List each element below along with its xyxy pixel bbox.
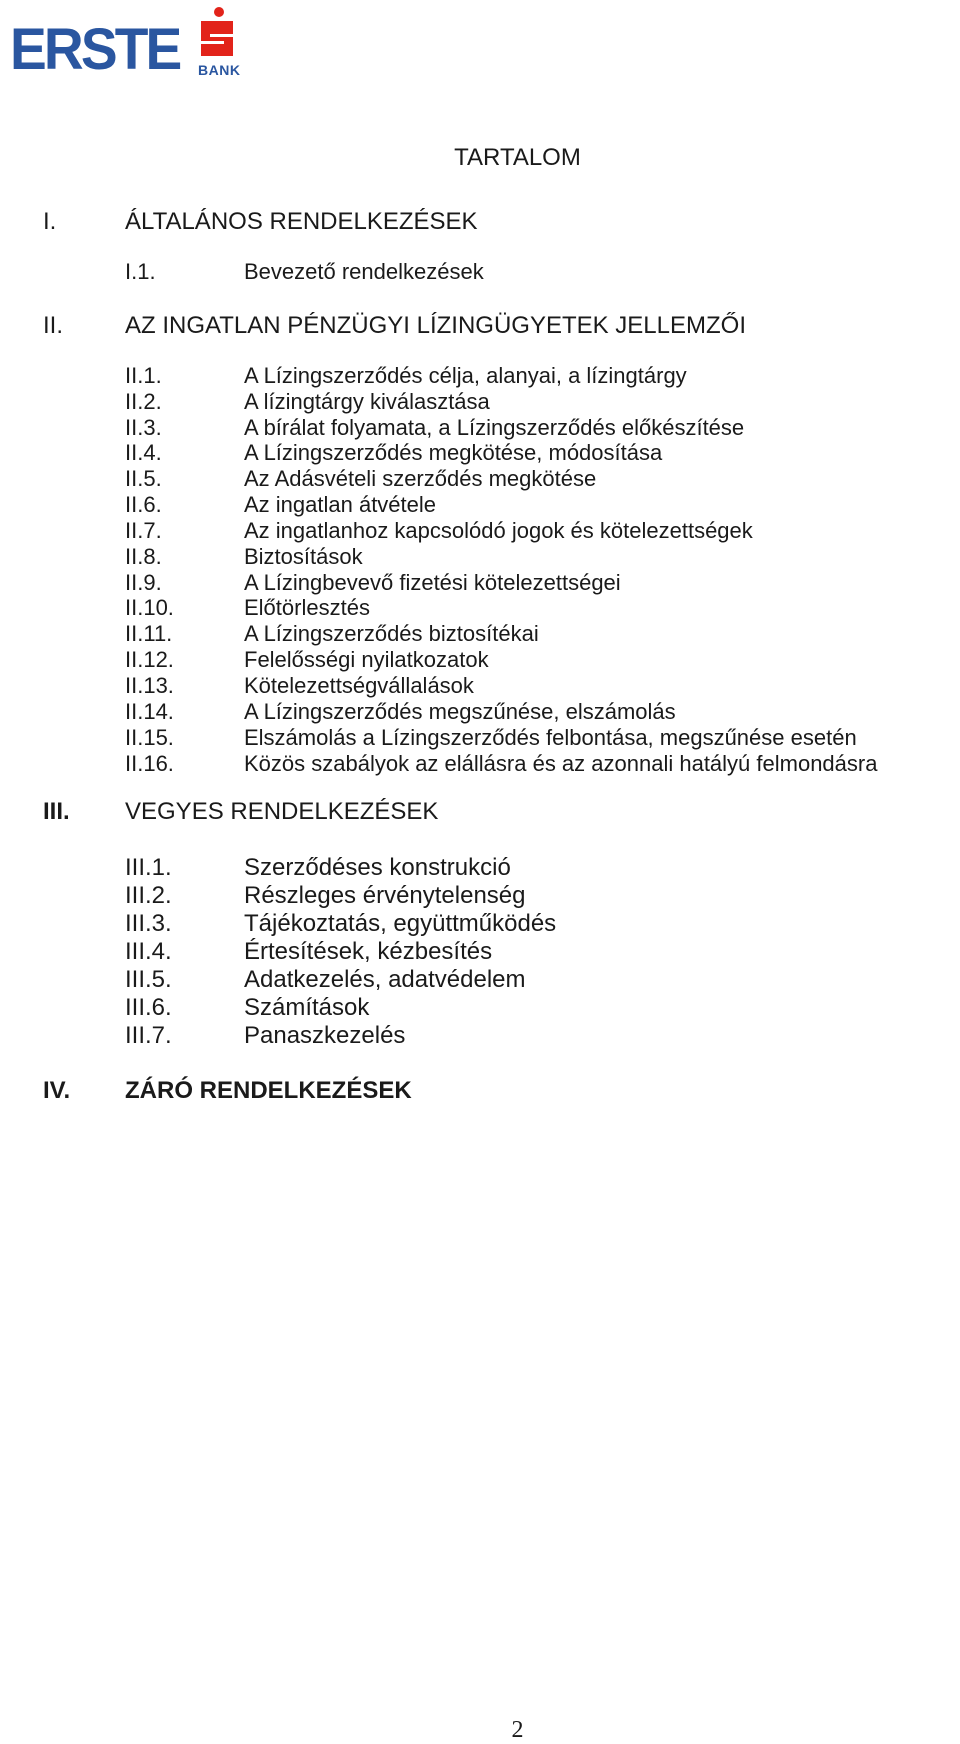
toc-item [0, 910, 960, 938]
item-number: III.5. [125, 966, 172, 993]
section-title: AZ INGATLAN PÉNZÜGYI LÍZINGÜGYETEK JELLEMZŐI [125, 312, 746, 339]
item-title: A Lízingszerződés biztosítékai [244, 621, 539, 646]
toc-item [0, 882, 960, 910]
toc-item [0, 388, 960, 416]
item-title: Felelősségi nyilatkozatok [244, 647, 489, 672]
item-number: II.4. [125, 440, 162, 465]
toc-item [0, 750, 960, 778]
toc-item [0, 414, 960, 442]
toc-item [0, 698, 960, 726]
item-number: II.11. [125, 621, 173, 646]
item-number: III.2. [125, 882, 172, 909]
toc-section [0, 796, 960, 828]
section-number: III. [43, 798, 70, 825]
logo-wordmark: ERSTE [10, 17, 180, 82]
item-number: III.1. [125, 854, 172, 881]
item-number: II.8. [125, 544, 162, 569]
toc-item [0, 994, 960, 1022]
item-number: III.6. [125, 994, 172, 1021]
erste-bank-logo [10, 6, 241, 82]
toc-item [0, 465, 960, 493]
page-number: 2 [511, 1717, 524, 1743]
item-title: Az Adásvételi szerződés megkötése [244, 466, 597, 491]
item-number: II.3. [125, 415, 162, 440]
toc-item [0, 672, 960, 700]
item-number: II.7. [125, 518, 162, 543]
toc-item [0, 724, 960, 752]
item-title: Részleges érvénytelenség [244, 882, 526, 909]
item-title: Panaszkezelés [244, 1022, 406, 1049]
item-number: III.4. [125, 938, 172, 965]
section-number: II. [43, 312, 64, 339]
toc-item [0, 517, 960, 545]
item-title: A bírálat folyamata, a Lízingszerződés előkészítése [244, 415, 745, 440]
toc-item [0, 646, 960, 674]
item-title: Előtörlesztés [244, 595, 370, 620]
item-number: II.13. [125, 673, 174, 698]
section-title: ZÁRÓ RENDELKEZÉSEK [125, 1077, 412, 1104]
item-number: II.5. [125, 466, 162, 491]
item-number: III.7. [125, 1022, 172, 1049]
item-number: II.9. [125, 570, 162, 595]
toc-item [0, 439, 960, 467]
toc-item [0, 938, 960, 966]
item-title: A Lízingszerződés megszűnése, elszámolás [244, 699, 676, 724]
item-title: Elszámolás a Lízingszerződés felbontása, megszűnése esetén [244, 725, 857, 750]
item-number: II.1. [125, 363, 162, 388]
item-title: Adatkezelés, adatvédelem [244, 966, 526, 993]
item-title: A Lízingbevevő fizetési kötelezettségei [244, 570, 621, 595]
item-title: Számítások [244, 994, 370, 1021]
item-title: A Lízingszerződés megkötése, módosítása [244, 440, 663, 465]
toc-section [0, 1075, 960, 1107]
item-title: Értesítések, kézbesítés [244, 938, 493, 965]
toc-item [0, 620, 960, 648]
toc-item [0, 594, 960, 622]
item-number: III.3. [125, 910, 172, 937]
toc-item [0, 258, 960, 286]
item-number: II.10. [125, 595, 174, 620]
item-title: Az ingatlan átvétele [244, 492, 437, 517]
erste-s-symbol-icon [197, 6, 237, 58]
toc-item [0, 543, 960, 571]
section-number: I. [43, 208, 57, 235]
toc-item [0, 569, 960, 597]
item-number: II.14. [125, 699, 174, 724]
item-number: II.6. [125, 492, 162, 517]
toc-section [0, 206, 960, 238]
item-title: A lízingtárgy kiválasztása [244, 389, 490, 414]
item-number: I.1. [125, 259, 156, 284]
section-title: VEGYES RENDELKEZÉSEK [125, 798, 439, 825]
toc-item [0, 966, 960, 994]
item-title: Bevezető rendelkezések [244, 259, 484, 284]
toc-section [0, 310, 960, 342]
item-title: Biztosítások [244, 544, 363, 569]
logo-bank-label: BANK [198, 62, 241, 78]
section-title: ÁLTALÁNOS RENDELKEZÉSEK [125, 208, 478, 235]
item-number: II.2. [125, 389, 162, 414]
item-title: Közös szabályok az elállásra és az azonnali hatályú felmondásra [244, 751, 878, 776]
toc-item [0, 491, 960, 519]
item-title: Az ingatlanhoz kapcsolódó jogok és kötelezettségek [244, 518, 753, 543]
page-title: TARTALOM [454, 144, 581, 171]
section-number: IV. [43, 1077, 71, 1104]
item-title: Kötelezettségvállalások [244, 673, 474, 698]
toc-item [0, 854, 960, 882]
item-title: Szerződéses konstrukció [244, 854, 511, 881]
item-number: II.15. [125, 725, 174, 750]
item-number: II.16. [125, 751, 174, 776]
item-title: Tájékoztatás, együttműködés [244, 910, 557, 937]
item-number: II.12. [125, 647, 174, 672]
toc-item [0, 362, 960, 390]
toc-item [0, 1022, 960, 1050]
item-title: A Lízingszerződés célja, alanyai, a lízingtárgy [244, 363, 687, 388]
